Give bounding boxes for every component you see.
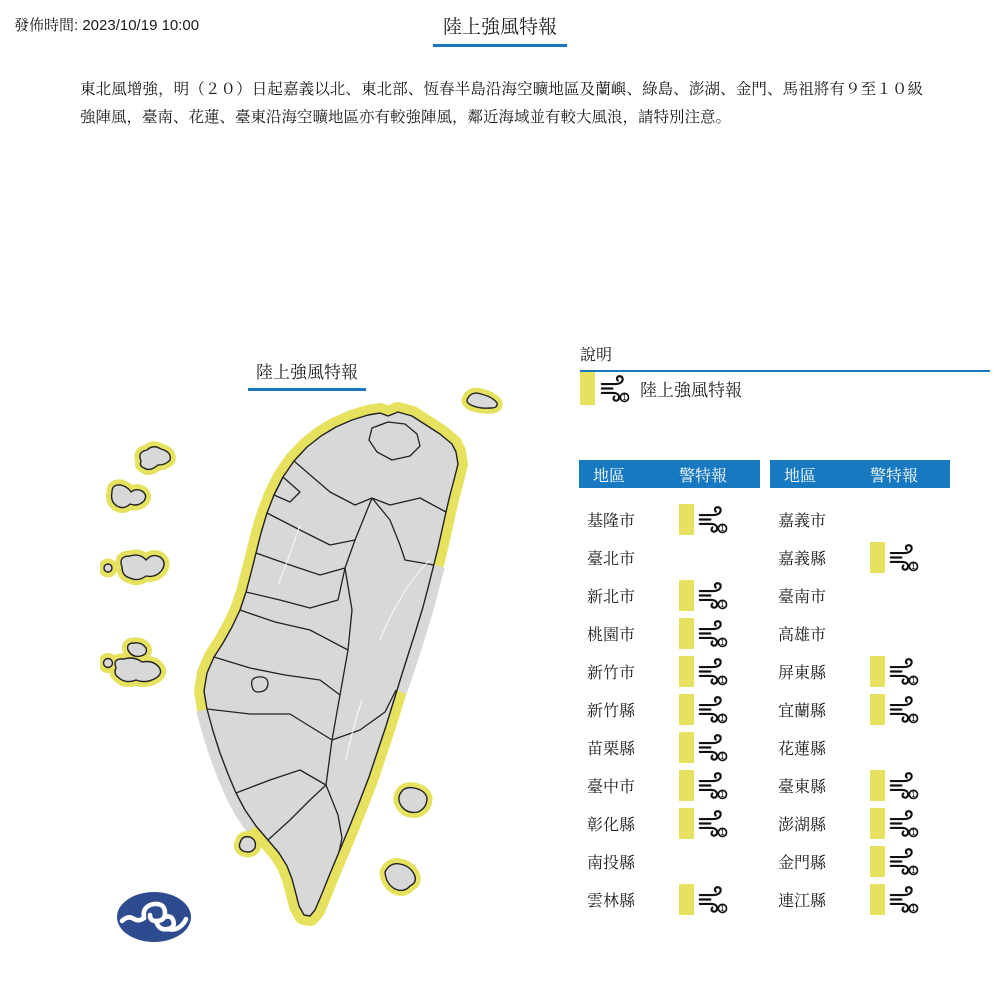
warning-level-bar (679, 580, 694, 611)
strong-wind-icon (698, 657, 730, 686)
warning-cell (870, 542, 921, 573)
strong-wind-icon (889, 657, 921, 686)
island-matsu-north (140, 447, 170, 470)
table-header (579, 460, 760, 488)
warning-cell (679, 770, 730, 801)
table-header (770, 460, 950, 488)
warning-cell (679, 884, 730, 915)
warning-level-bar (679, 656, 694, 687)
strong-wind-icon (698, 771, 730, 800)
warning-level-bar (679, 504, 694, 535)
region-label: 嘉義縣 (778, 550, 827, 568)
warning-indicator (870, 846, 921, 877)
warning-indicator (679, 884, 730, 915)
table-row (579, 766, 760, 804)
strong-wind-icon (889, 809, 921, 838)
table-row (770, 880, 950, 918)
page-title: 陸上強風特報 (433, 12, 567, 47)
region-label: 新北市 (587, 588, 636, 606)
table-row (579, 842, 760, 880)
region-label: 新竹縣 (587, 702, 636, 720)
legend-item-label: 陸上強風特報 (640, 381, 742, 400)
warning-cell (870, 808, 921, 839)
region-label: 新竹市 (587, 664, 636, 682)
table-row (770, 576, 950, 614)
warning-cell (870, 846, 921, 877)
island-liuqiu (239, 837, 255, 852)
strong-wind-icon (889, 885, 921, 914)
warning-level-bar (870, 694, 885, 725)
strong-wind-icon (600, 374, 632, 403)
warning-indicator (679, 656, 730, 687)
table-row (770, 652, 950, 690)
table-row (770, 728, 950, 766)
region-label: 連江縣 (778, 892, 827, 910)
warning-cell (679, 732, 730, 763)
warning-indicator (870, 808, 921, 839)
taiwan-advisory-map (100, 385, 570, 935)
warning-cell (679, 694, 730, 725)
warning-level-bar (870, 884, 885, 915)
strong-wind-icon (889, 771, 921, 800)
table-row (579, 652, 760, 690)
strong-wind-icon (698, 733, 730, 762)
island-green-island (399, 788, 427, 813)
region-label: 花蓮縣 (778, 740, 827, 758)
strong-wind-icon (698, 619, 730, 648)
strong-wind-icon (698, 695, 730, 724)
warning-level-bar (870, 770, 885, 801)
warning-indicator (870, 542, 921, 573)
region-table-north (579, 460, 760, 918)
publish-time: 發佈時間: 2023/10/19 10:00 (14, 17, 200, 34)
column-header-warning: 警特報 (870, 467, 919, 485)
table-row (770, 500, 950, 538)
warning-cell (679, 504, 730, 535)
table-row (579, 614, 760, 652)
table-row (579, 576, 760, 614)
strong-wind-icon (889, 543, 921, 572)
table-row (579, 880, 760, 918)
table-row (770, 538, 950, 576)
strong-wind-icon (698, 885, 730, 914)
advisory-text: 東北風增強，明（２０）日起嘉義以北、東北部、恆春半島沿海空曠地區及蘭嶼、綠島、澎湖、金門、馬祖將有９至１０級強陣風，臺南、花蓮、臺東沿海空曠地區亦有較強陣風，鄰近海域並有較大風浪，請特別注意。 (80, 81, 923, 126)
region-label: 桃園市 (587, 626, 636, 644)
region-label: 高雄市 (778, 626, 827, 644)
region-label: 臺北市 (587, 550, 636, 568)
warning-indicator (679, 618, 730, 649)
column-header-region: 地區 (593, 467, 626, 485)
island-kinmen (104, 555, 164, 580)
table-row (579, 804, 760, 842)
table-row (770, 804, 950, 842)
region-label: 屏東縣 (778, 664, 827, 682)
warning-indicator (679, 504, 730, 535)
region-label: 雲林縣 (587, 892, 636, 910)
island-penghu (104, 643, 161, 682)
table-row (770, 690, 950, 728)
region-table-south (770, 460, 950, 918)
warning-indicator (870, 770, 921, 801)
legend-title: 說明 (580, 342, 990, 372)
warning-indicator (870, 884, 921, 915)
region-label: 彰化縣 (587, 816, 636, 834)
warning-cell (679, 618, 730, 649)
island-orchid-island (385, 864, 415, 891)
region-label: 金門縣 (778, 854, 827, 872)
warning-cell (679, 656, 730, 687)
cwb-logo (115, 891, 193, 943)
region-label: 臺東縣 (778, 778, 827, 796)
warning-level-bar (679, 884, 694, 915)
table-row (579, 500, 760, 538)
table-row (770, 614, 950, 652)
warning-level-bar (580, 372, 595, 405)
island-matsu-south (112, 485, 146, 508)
region-label: 臺南市 (778, 588, 827, 606)
region-label: 苗栗縣 (587, 740, 636, 758)
warning-cell (870, 656, 921, 687)
table-row (579, 728, 760, 766)
warning-indicator (679, 770, 730, 801)
table-row (579, 538, 760, 576)
table-row (579, 690, 760, 728)
region-label: 嘉義市 (778, 512, 827, 530)
island-northeast-islet (467, 393, 497, 408)
warning-level-bar (679, 732, 694, 763)
table-body (579, 488, 760, 918)
strong-wind-icon (889, 695, 921, 724)
warning-level-bar (870, 846, 885, 877)
strong-wind-icon (698, 505, 730, 534)
strong-wind-icon (698, 581, 730, 610)
warning-level-bar (679, 694, 694, 725)
strong-wind-icon (698, 809, 730, 838)
warning-level-bar (870, 542, 885, 573)
warning-level-bar (679, 770, 694, 801)
page-title-wrap (0, 12, 1000, 47)
warning-indicator (679, 694, 730, 725)
map-title: 陸上強風特報 (248, 358, 366, 391)
warning-indicator (679, 732, 730, 763)
column-header-region: 地區 (784, 467, 817, 485)
region-label: 澎湖縣 (778, 816, 827, 834)
table-row (770, 842, 950, 880)
warning-cell (679, 808, 730, 839)
column-header-warning: 警特報 (679, 467, 728, 485)
strong-wind-icon (889, 847, 921, 876)
warning-indicator (679, 808, 730, 839)
region-label: 南投縣 (587, 854, 636, 872)
region-label: 基隆市 (587, 512, 636, 530)
warning-indicator (870, 656, 921, 687)
warning-cell (870, 770, 921, 801)
warning-level-bar (679, 618, 694, 649)
region-label: 宜蘭縣 (778, 702, 827, 720)
warning-level-bar (679, 808, 694, 839)
warning-level-bar (870, 808, 885, 839)
legend-item (580, 372, 742, 405)
table-body (770, 488, 950, 918)
warning-indicator (870, 694, 921, 725)
warning-level-bar (870, 656, 885, 687)
warning-cell (870, 694, 921, 725)
warning-cell (870, 884, 921, 915)
table-row (770, 766, 950, 804)
warning-indicator (679, 580, 730, 611)
warning-cell (679, 580, 730, 611)
region-label: 臺中市 (587, 778, 636, 796)
